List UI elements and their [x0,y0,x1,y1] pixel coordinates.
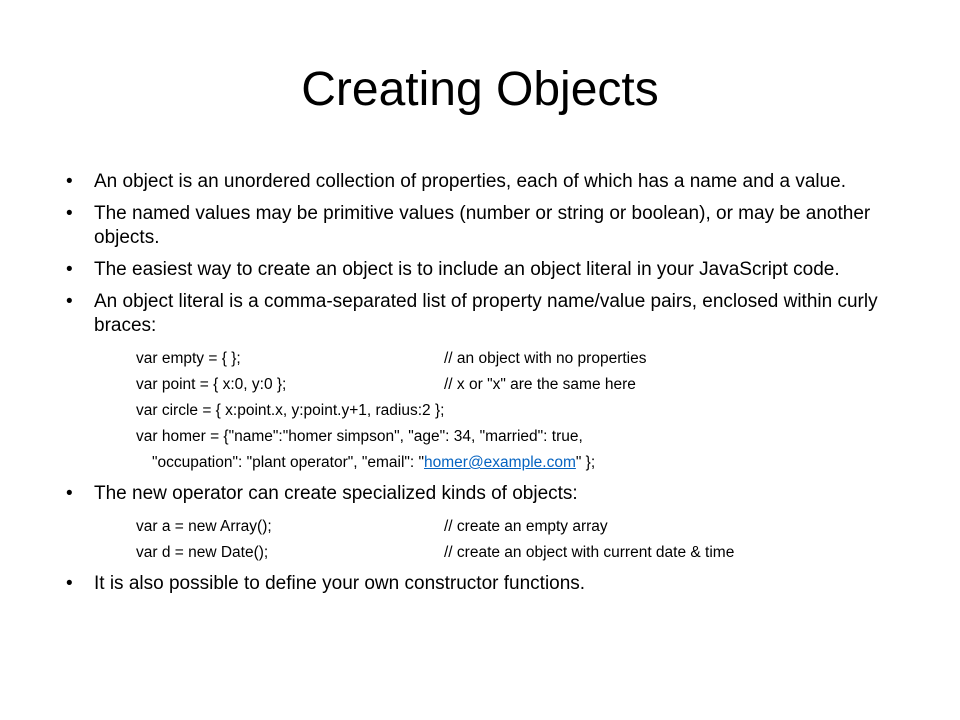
code-comment: // x or "x" are the same here [444,376,636,393]
bullet-icon: • [66,259,73,280]
bullet-text: It is also possible to define your own constructor functions. [94,573,586,594]
code-text: var homer = {"name":"homer simpson", "age": 34, "married": true, [136,428,583,445]
code-text: var point = { x:0, y:0 }; [136,376,287,393]
code-text: var empty = { }; [136,350,241,367]
code-text: var d = new Date(); [136,544,269,561]
code-text: var a = new Array(); [136,518,272,535]
slide-content [66,170,916,604]
bullet-icon: • [66,171,73,192]
code-comment: // create an empty array [444,518,608,535]
new-operator-code-block [136,514,916,566]
bullet-icon: • [66,483,73,504]
bullet-text: The new operator can create specialized kinds of objects: [94,483,578,504]
code-text: "occupation": "plant operator", "email": " [152,454,425,471]
bullet-icon: • [66,203,73,224]
code-continuation [152,450,595,476]
bullet-item [66,170,916,194]
bullet-icon: • [66,573,73,594]
bullet-item [66,258,916,282]
bullet-icon: • [66,291,73,312]
email-link[interactable]: homer@example.com [424,454,576,471]
bullet-text: The easiest way to create an object is to include an object literal in your JavaScript code. [94,259,840,280]
code-line [136,372,916,398]
code-comment: // create an object with current date & time [444,544,735,561]
code-line [136,346,916,372]
code-text: " }; [575,454,596,471]
code-line [136,514,916,540]
code-text: var circle = { x:point.x, y:point.y+1, radius:2 }; [136,402,445,419]
slide-title: Creating Objects [301,63,659,116]
bullet-item [66,290,916,338]
code-line [136,424,916,450]
code-line-continuation [136,450,916,476]
bullet-item [66,572,916,596]
bullet-text: The named values may be primitive values (number or string or boolean), or may be another objects. [94,203,871,248]
code-comment: // an object with no properties [444,350,647,367]
code-line [136,398,916,424]
bullet-text: An object is an unordered collection of properties, each of which has a name and a value. [94,171,847,192]
object-literal-code-block [136,346,916,476]
bullet-item [66,202,916,250]
bullet-text: An object literal is a comma-separated list of property name/value pairs, enclosed within curly braces: [94,291,878,336]
bullet-item [66,482,916,506]
code-line [136,540,916,566]
